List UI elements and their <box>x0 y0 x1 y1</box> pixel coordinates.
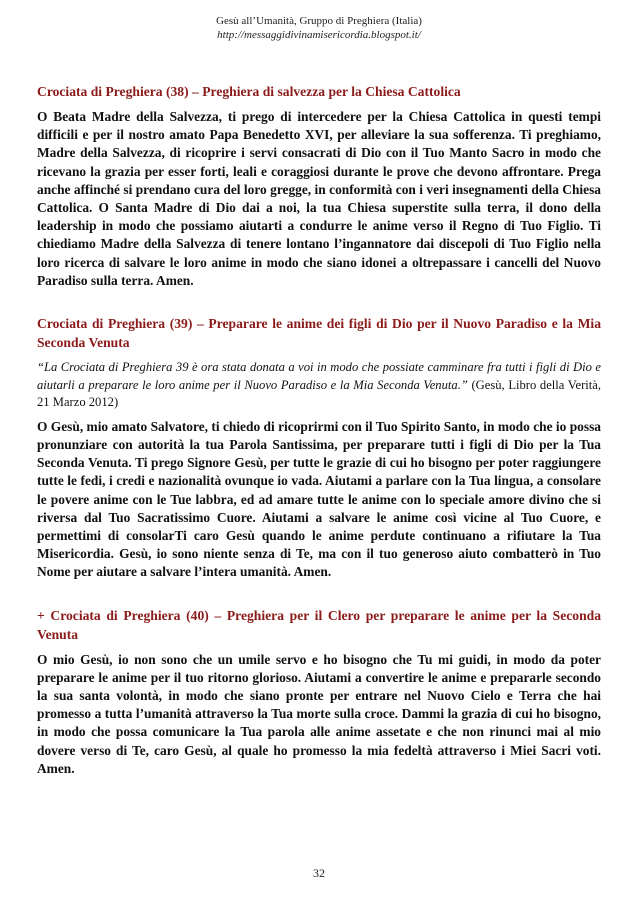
header-url[interactable]: http://messaggidivinamisericordia.blogspot.it/ <box>217 29 421 41</box>
prayer-section-38 <box>37 82 601 290</box>
prayer-title-39: Crociata di Preghiera (39) – Preparare le anime dei figli di Dio per il Nuovo Paradiso e la Mia Seconda Venuta <box>37 316 601 351</box>
prayer-body-38: O Beata Madre della Salvezza, ti prego di intercedere per la Chiesa Cattolica in questi tempi difficili e per il nostro amato Papa Benedetto XVI, per alleviare la sua sofferenza. Ti preghiamo, Madre della Salvezza, di ricoprire i servi consacrati di Dio con il Tuo Manto Sacro in modo che ricevano la grazia per esser forti, leali e coraggiosi durante le prove che devono affrontare. Prega anche affinché si prendano cura del loro gregge, in conformità con i veri insegnamenti della Chiesa Cattolica. O Santa Madre di Dio dai a noi, la tua Chiesa superstite sulla terra, il dono della leadership in modo che possiamo aiutarti a condurre le anime verso il Regno di Tuo Figlio. Ti chiediamo Madre della Salvezza di tenere lontano l’ingannatore dai discepoli di Tuo Figlio nella loro ricerca di salvare le loro anime in modo che siano idonei a oltrepassare i cancelli del Nuovo Paradiso sulla terra. Amen. <box>37 109 601 288</box>
page-header <box>0 14 638 42</box>
prayer-title-40: + Crociata di Preghiera (40) – Preghiera per il Clero per preparare le anime per la Seconda Venuta <box>37 607 601 642</box>
page-content <box>37 82 601 802</box>
prayer-section-39 <box>37 314 601 582</box>
prayer-quote-39 <box>37 359 601 412</box>
header-title: Gesù all’Umanità, Gruppo di Preghiera (Italia) <box>216 15 422 27</box>
quote-source: (Gesù, Libro della Verità, 21 Marzo 2012) <box>37 377 601 410</box>
quote-text: “La Crociata di Preghiera 39 è ora stata donata a voi in modo che possiate camminare fra tutti i figli di Dio e aiutarli a preparare le loro anime per il Nuovo Paradiso e la Mia Seconda Venuta.” <box>37 360 601 392</box>
page-number: 32 <box>313 866 325 880</box>
prayer-body-39: O Gesù, mio amato Salvatore, ti chiedo di ricoprirmi con il Tuo Spirito Santo, in modo che io possa pronunziare con autorità la tua Parola Santissima, per preparare tutti i figli di Dio per la Tua Seconda Venuta. Ti prego Signore Gesù, per tutte le grazie di cui ho bisogno per poter raggiungere tutte le fedi, i credi e nazionalità ovunque io vada. Aiutami a parlare con la Tua lingua, a consolare le povere anime con le Tue labbra, ed ad amare tutte le anime con lo speciale amore divino che si riversa dal Tuo Sacratissimo Cuore. Aiutami a salvare le anime così vicine al Tuo Cuore, e permettimi di consolarTi caro Gesù quando le anime perdute continuano a rifiutare la Tua Misericordia. Gesù, io sono niente senza di Te, ma con il tuo generoso aiuto combatterò in Tuo Nome per aiutare a salvare l’intera umanità. Amen. <box>37 418 601 580</box>
prayer-section-40 <box>37 606 601 778</box>
prayer-title-38: Crociata di Preghiera (38) – Preghiera di salvezza per la Chiesa Cattolica <box>37 84 461 99</box>
prayer-body-40: O mio Gesù, io non sono che un umile servo e ho bisogno che Tu mi guidi, in modo da poter preparare le anime per il tuo ritorno glorioso. Aiutami a convertire le anime e prepararle secondo la sua santa volontà, in modo che siano pronte per entrare nel Nuovo Cielo e Terra che hai promesso a tutta l’umanità attraverso la Tua morte sulla croce. Dammi la grazia di cui ho bisogno, in modo che possa comunicare la Tua parola alle anime assetate e che non rinunci mai al mio dovere verso di Te, caro Gesù, al quale ho promesso la mia fedeltà attraverso i Miei Sacri voti. Amen. <box>37 651 601 776</box>
